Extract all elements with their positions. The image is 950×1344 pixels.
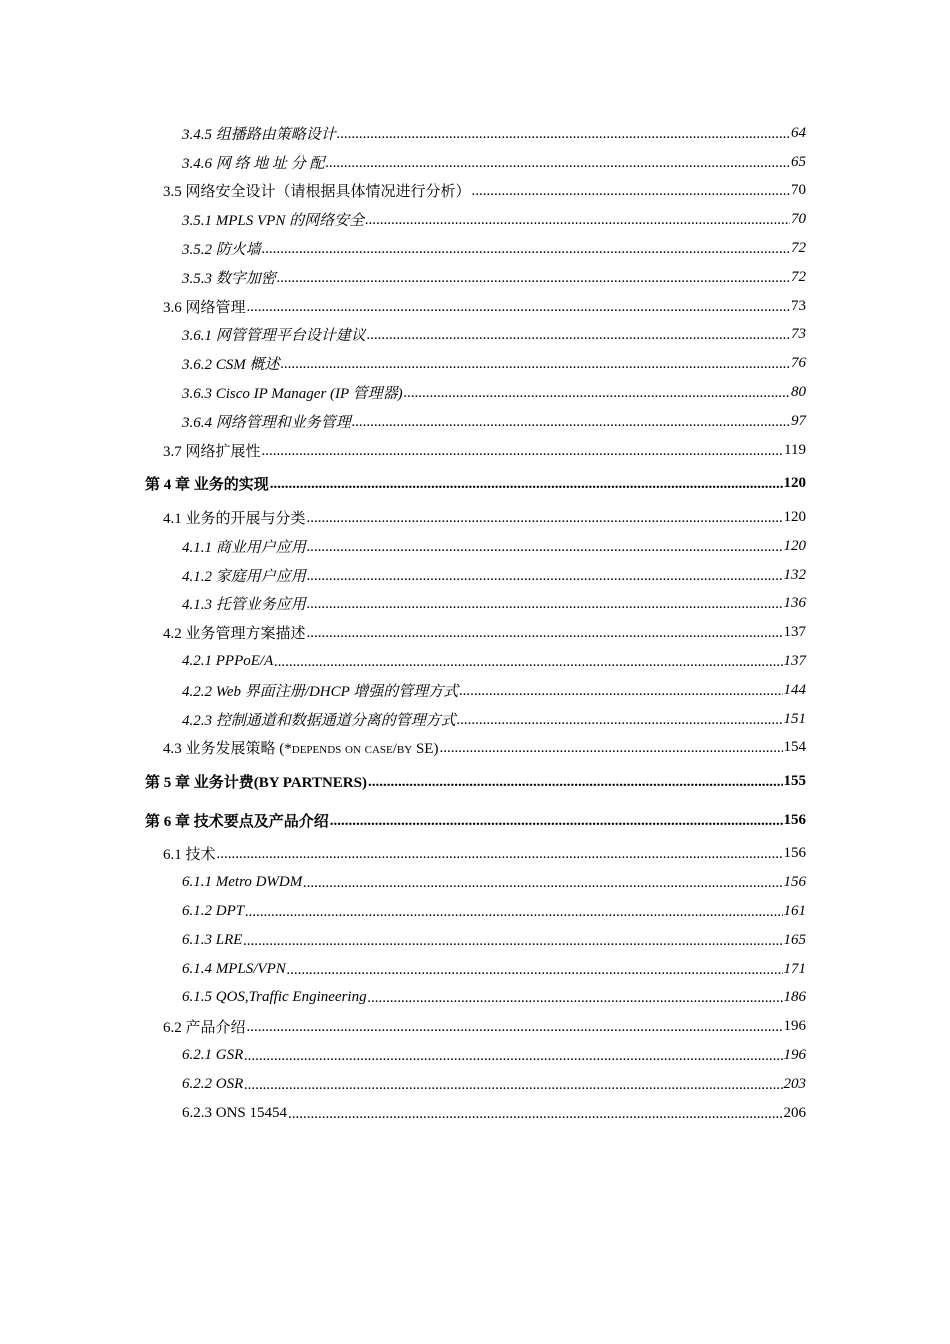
toc-entry-page-number: 65 [791,153,806,170]
toc-entry-page-number: 132 [783,566,806,583]
toc-entry[interactable] [0,618,950,647]
toc-entry[interactable] [0,955,950,984]
dot-leader [287,962,783,979]
dot-leader [472,183,790,200]
dot-leader [244,1077,782,1094]
dot-leader [262,241,790,258]
dot-leader [459,683,782,700]
dot-leader [274,654,782,671]
dot-leader [307,510,783,527]
toc-entry-title: 3.5.3 数字加密 [182,270,276,287]
toc-entry[interactable] [0,205,950,234]
toc-entry[interactable] [0,705,950,734]
toc-entry-page-number: 171 [783,960,806,977]
toc-entry-page-number: 137 [783,653,806,670]
toc-entry-page-number: 80 [791,384,806,401]
toc-entry-page-number: 120 [783,537,806,554]
dot-leader [367,327,790,344]
toc-entry-page-number: 73 [791,326,806,343]
toc-entry-title: 3.6.1 网管管理平台设计建议 [182,328,366,345]
toc-entry-title: 6.2.1 GSR [182,1046,244,1063]
toc-entry-page-number: 186 [783,989,806,1006]
toc-entry-page-number: 161 [783,903,806,919]
toc-entry[interactable] [0,436,950,465]
toc-entry[interactable] [0,321,950,350]
toc-entry-page-number: 156 [783,874,806,891]
toc-entry-page-number: 136 [783,595,806,612]
toc-entry-title: 6.2.2 OSR [182,1075,244,1092]
toc-entry-page-number: 144 [783,681,806,698]
toc-entry[interactable] [0,840,950,869]
toc-entry-title: 4.1.1 商业用户应用 [182,539,306,556]
toc-entry-title: 4.2.2 Web 界面注册/DHCP 增强的管理方式 [182,683,459,700]
toc-entry[interactable] [0,590,950,619]
toc-entry-title: 3.7 网络扩展性 [163,443,261,460]
toc-entry[interactable] [0,1041,950,1070]
toc-entry-title: 3.6 网络管理 [163,299,246,316]
toc-entry-page-number: 203 [783,1075,806,1092]
toc-entry[interactable] [0,984,950,1013]
table-of-contents [0,119,950,1127]
dot-leader [217,846,783,863]
toc-entry-title: 4.1.3 托管业务应用 [182,597,306,614]
toc-entry-page-number: 120 [783,475,806,492]
toc-entry-title: 6.2.3 ONS 15454 [182,1104,288,1121]
dot-leader [262,443,784,460]
dot-leader [337,126,790,143]
toc-entry-title: 4.3 业务发展策略 (*depends on case/by SE) [163,741,439,758]
toc-entry-page-number: 97 [791,412,806,429]
dot-leader [365,212,790,229]
dot-leader [307,568,783,585]
toc-entry[interactable] [0,465,950,504]
toc-entry-title: 6.1.5 QOS,Traffic Engineering [182,989,367,1006]
toc-entry-page-number: 73 [791,297,806,314]
toc-entry[interactable] [0,119,950,148]
dot-leader [439,740,782,757]
toc-entry-title: 4.2 业务管理方案描述 [163,626,306,643]
toc-entry-title: 3.5.1 MPLS VPN 的网络安全 [182,213,365,230]
toc-entry[interactable] [0,734,950,763]
toc-entry-page-number: 155 [783,773,806,790]
toc-entry-page-number: 156 [783,845,806,862]
toc-entry[interactable] [0,148,950,177]
toc-entry[interactable] [0,378,950,407]
toc-entry-page-number: 156 [783,811,806,828]
dot-leader [244,1048,782,1065]
toc-entry[interactable] [0,762,950,801]
toc-entry[interactable] [0,647,950,676]
dot-leader [245,904,782,921]
toc-entry[interactable] [0,532,950,561]
toc-entry-title: 3.4.5 组播路由策略设计 [182,126,336,143]
toc-entry-page-number: 64 [791,124,806,141]
toc-entry-title: 第 6 章 技术要点及产品介绍 [145,813,329,830]
toc-entry-title: 3.6.3 Cisco IP Manager (IP 管理器) [182,386,403,403]
dot-leader [330,813,783,830]
toc-entry-page-number: 206 [783,1104,806,1121]
toc-entry-title: 6.1.2 DPT [182,903,245,919]
dot-leader [247,299,790,316]
toc-entry[interactable] [0,503,950,532]
toc-entry-page-number: 119 [784,441,806,458]
dot-leader [243,933,782,950]
dot-leader [307,596,783,613]
toc-entry-page-number: 154 [783,739,806,756]
toc-entry-page-number: 165 [783,931,806,948]
dot-leader [368,990,783,1007]
dot-leader [303,875,782,892]
toc-entry[interactable] [0,1012,950,1041]
toc-entry-title: 4.1.2 家庭用户应用 [182,568,306,585]
toc-entry[interactable] [0,234,950,263]
dot-leader [352,414,790,431]
toc-entry[interactable] [0,676,950,705]
toc-entry-title: 3.6.4 网络管理和业务管理 [182,414,351,431]
toc-entry-page-number: 120 [783,509,806,526]
toc-entry-page-number: 196 [783,1018,806,1035]
toc-entry[interactable] [0,897,950,926]
toc-entry-page-number: 137 [783,624,806,641]
toc-entry-title: 6.1.3 LRE [182,931,243,948]
toc-entry[interactable] [0,177,950,206]
toc-entry-title: 6.1 技术 [163,847,216,864]
toc-entry-title: 第 4 章 业务的实现 [145,477,269,494]
toc-entry-page-number: 151 [783,710,806,727]
dot-leader [457,712,783,729]
toc-entry-title: 第 5 章 业务计费(BY PARTNERS) [145,775,367,792]
toc-entry[interactable] [0,407,950,436]
toc-entry-title: 6.1.1 Metro DWDM [182,874,303,891]
toc-entry-title: 3.6.2 CSM 概述 [182,357,280,374]
toc-entry-title: 3.5.2 防火墙 [182,242,261,259]
toc-entry-title: 3.5 网络安全设计（请根据具体情况进行分析） [163,184,471,201]
toc-entry-page-number: 72 [791,268,806,285]
dot-leader [281,356,790,373]
dot-leader [307,539,783,556]
toc-entry[interactable] [0,349,950,378]
toc-entry[interactable] [0,561,950,590]
dot-leader [368,774,783,791]
toc-entry[interactable] [0,1070,950,1099]
dot-leader [247,1019,783,1036]
toc-entry[interactable] [0,926,950,955]
toc-entry-page-number: 70 [791,182,806,199]
dot-leader [307,625,783,642]
toc-entry[interactable] [0,263,950,292]
toc-entry-title: 4.2.1 PPPoE/A [182,653,274,670]
toc-entry[interactable] [0,801,950,840]
toc-entry-title: 4.2.3 控制通道和数据通道分离的管理方式 [182,712,456,729]
dot-leader [288,1106,782,1123]
dot-leader [277,270,790,287]
toc-entry-title: 6.2 产品介绍 [163,1020,246,1037]
toc-entry-page-number: 70 [791,211,806,228]
toc-entry-page-number: 72 [791,240,806,257]
toc-entry-page-number: 196 [783,1046,806,1063]
dot-leader [404,385,790,402]
dot-leader [326,155,790,172]
dot-leader [270,476,783,493]
toc-entry-title: 6.1.4 MPLS/VPN [182,960,286,977]
toc-entry-page-number: 76 [791,355,806,372]
toc-entry[interactable] [0,868,950,897]
toc-entry-title: 4.1 业务的开展与分类 [163,511,306,528]
toc-entry[interactable] [0,1099,950,1128]
toc-entry-title: 3.4.6 网 络 地 址 分 配 [182,155,325,172]
toc-entry[interactable] [0,292,950,321]
